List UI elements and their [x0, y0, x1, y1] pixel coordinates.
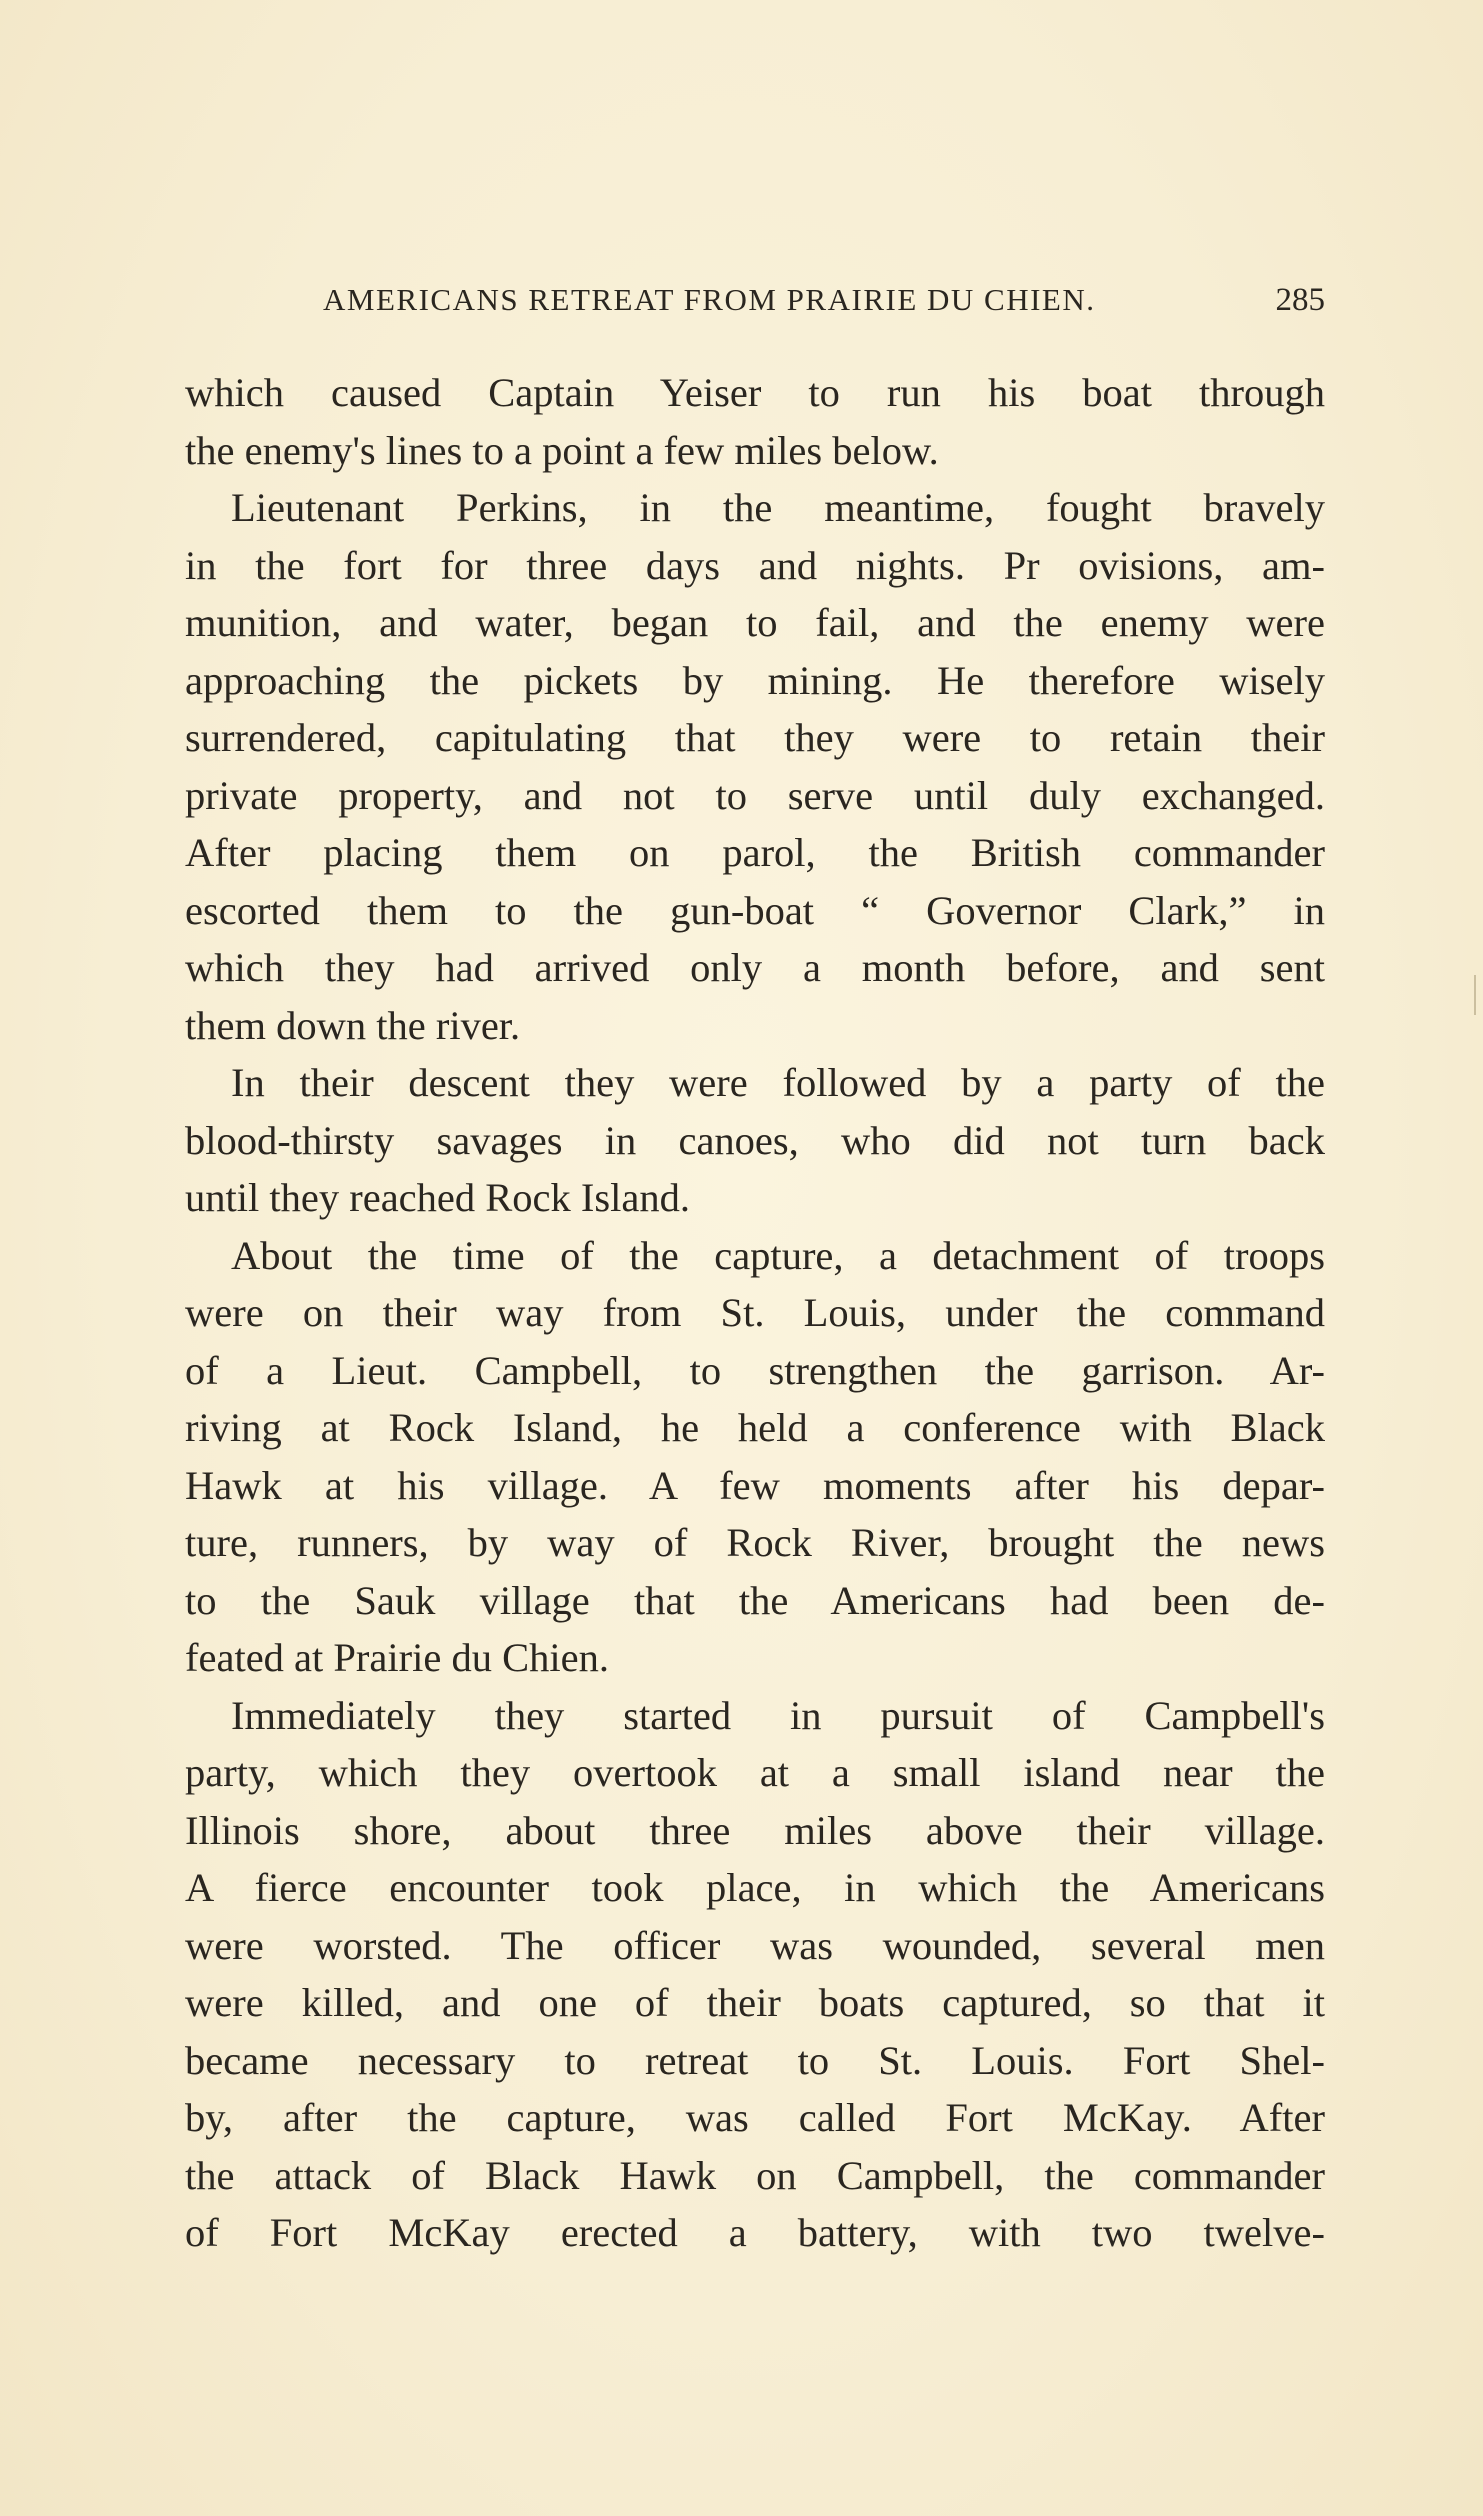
- text-line: party, which they overtook at a small island near the: [185, 1750, 1325, 1795]
- text-line: in the fort for three days and nights. Pr ovisions, am-: [185, 542, 1325, 588]
- text-line: were on their way from St. Louis, under the command: [185, 1290, 1325, 1335]
- text-line: blood-thirsty savages in canoes, who did not turn back: [185, 1117, 1325, 1163]
- text-line: which they had arrived only a month before, and sent: [185, 945, 1325, 990]
- text-line: Lieutenant Perkins, in the meantime, fought bravely: [231, 485, 1325, 530]
- text-line: In their descent they were followed by a party of the: [231, 1060, 1325, 1105]
- running-head: [185, 278, 1325, 322]
- text-line: which caused Captain Yeiser to run his boat through: [185, 370, 1325, 415]
- text-line: ture, runners, by way of Rock River, brought the news: [185, 1520, 1325, 1565]
- text-line: Immediately they started in pursuit of Campbell's: [231, 1692, 1325, 1738]
- text-line: were killed, and one of their boats captured, so that it: [185, 1980, 1325, 2025]
- text-line: escorted them to the gun-boat “ Governor Clark,” in: [185, 887, 1325, 933]
- text-line: surrendered, capitulating that they were to retain their: [185, 715, 1325, 760]
- text-line: Hawk at his village. A few moments after his depar-: [185, 1462, 1325, 1508]
- text-line: Illinois shore, about three miles above their village.: [185, 1807, 1325, 1853]
- text-line: private property, and not to serve until duly exchanged.: [185, 772, 1325, 818]
- text-line: the enemy's lines to a point a few miles below.: [185, 427, 939, 473]
- text-line: approaching the pickets by mining. He therefore wisely: [185, 657, 1325, 703]
- text-line: became necessary to retreat to St. Louis. Fort Shel-: [185, 2037, 1325, 2083]
- text-line: munition, and water, began to fail, and the enemy were: [185, 600, 1325, 645]
- running-head-title: AMERICANS RETREAT FROM PRAIRIE DU CHIEN.: [323, 282, 1096, 317]
- text-line: the attack of Black Hawk on Campbell, the commander: [185, 2152, 1325, 2198]
- text-line: of Fort McKay erected a battery, with two twelve-: [185, 2210, 1325, 2255]
- margin-mark: [1474, 975, 1476, 1015]
- text-line: were worsted. The officer was wounded, several men: [185, 1922, 1325, 1968]
- text-line: by, after the capture, was called Fort McKay. After: [185, 2095, 1325, 2140]
- text-line: After placing them on parol, the British commander: [185, 830, 1325, 875]
- text-line: them down the river.: [185, 1002, 521, 1048]
- body-text: [185, 364, 1325, 2262]
- text-line: feated at Prairie du Chien.: [185, 1635, 609, 1680]
- text-line: riving at Rock Island, he held a conference with Black: [185, 1405, 1325, 1450]
- page-number: 285: [1275, 282, 1325, 318]
- text-line: to the Sauk village that the Americans had been de-: [185, 1577, 1325, 1623]
- text-line: A fierce encounter took place, in which the Americans: [185, 1865, 1325, 1910]
- text-line: of a Lieut. Campbell, to strengthen the garrison. Ar-: [185, 1347, 1325, 1393]
- text-line: until they reached Rock Island.: [185, 1175, 690, 1220]
- text-line: About the time of the capture, a detachment of troops: [231, 1232, 1325, 1278]
